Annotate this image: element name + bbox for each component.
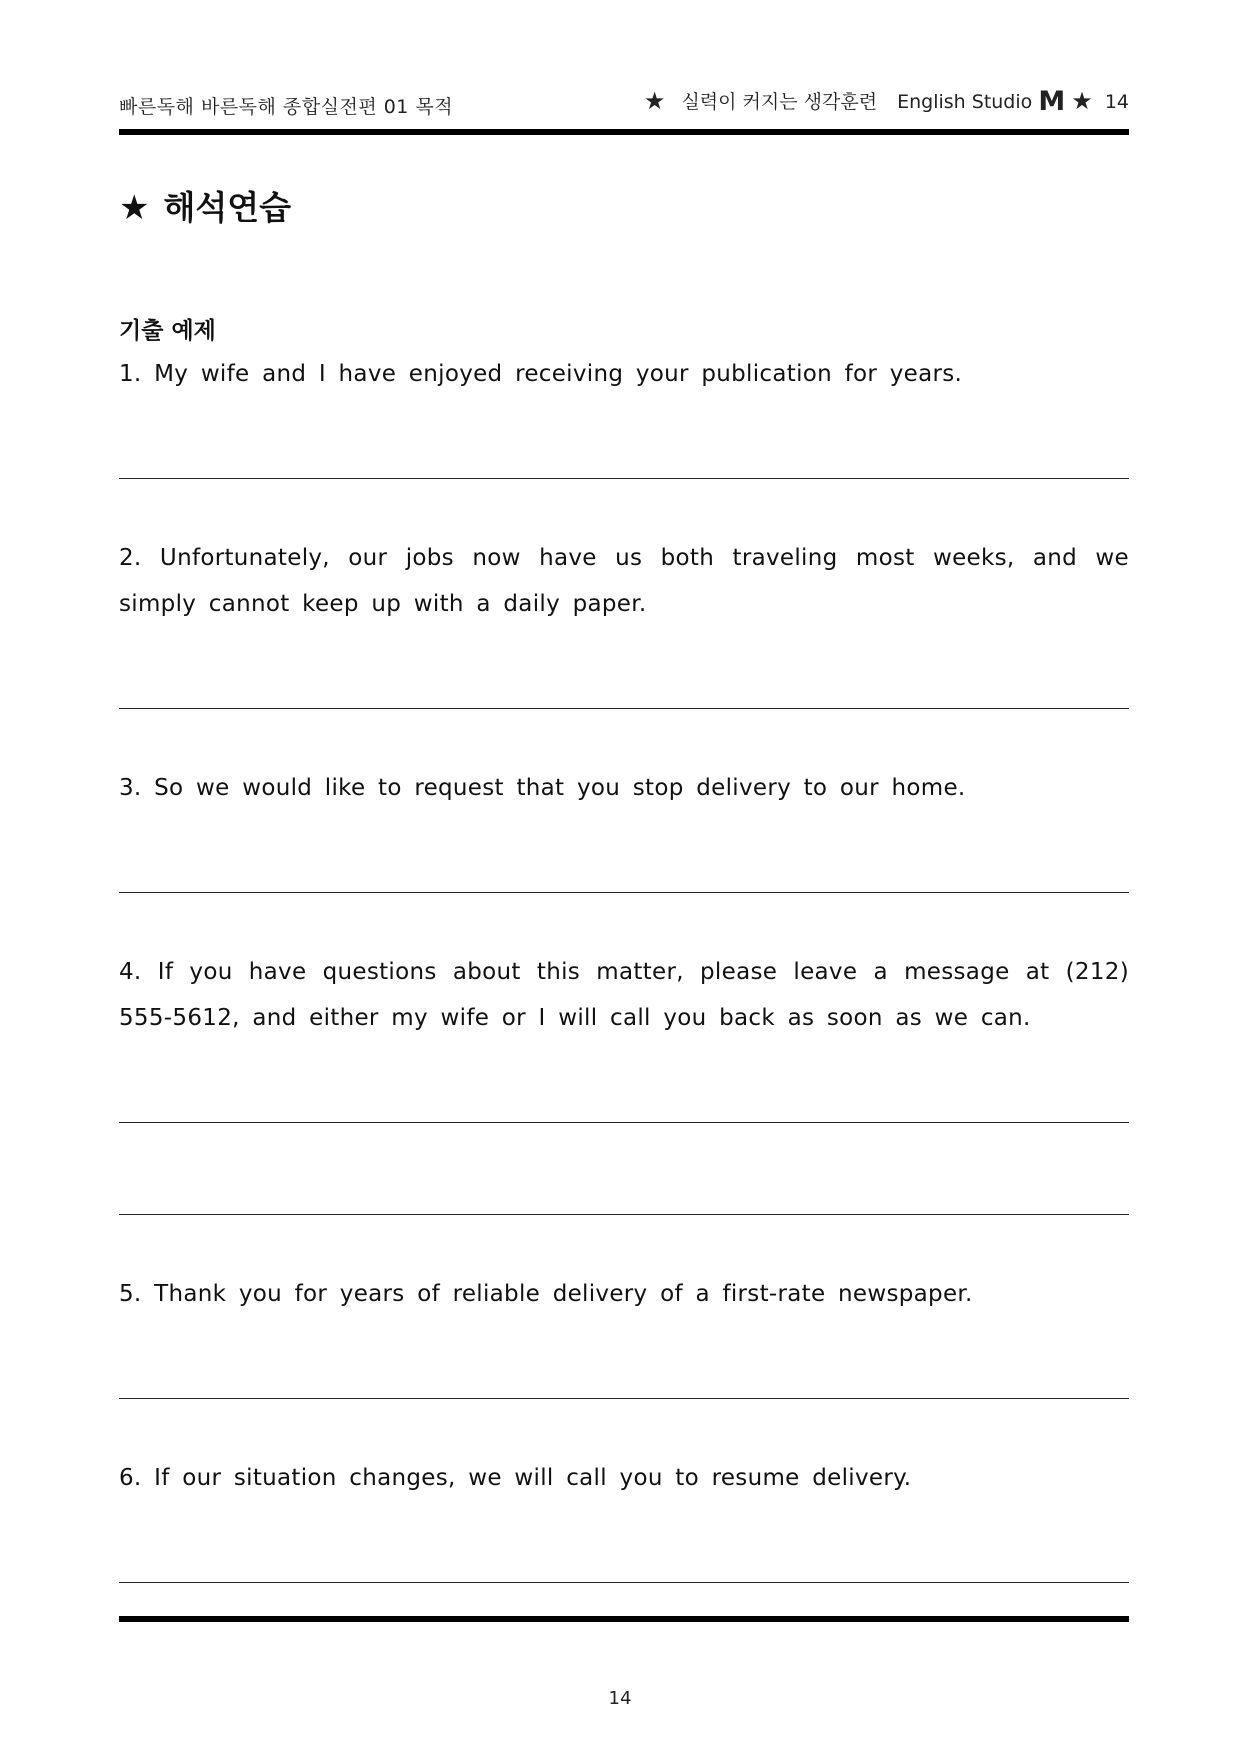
answer-line (119, 1122, 1129, 1123)
star-icon: ★ (119, 188, 150, 228)
answer-line (119, 478, 1129, 479)
answer-line (119, 1214, 1129, 1215)
sentence-2: 2. Unfortunately, our jobs now have us both traveling most weeks, and we simply cannot keep up with a daily paper. (119, 545, 1129, 617)
footer-rule (119, 1616, 1129, 1622)
header-book-title: 빠른독해 바른독해 종합실전편 01 목적 (119, 96, 454, 118)
sentence-1: 1. My wife and I have enjoyed receiving your publication for years. (119, 361, 963, 387)
header-tagline: 실력이 커지는 생각훈련 (681, 91, 878, 113)
sentence-3: 3. So we would like to request that you stop delivery to our home. (119, 775, 966, 801)
section-title (119, 182, 291, 229)
star-icon: ★ (1071, 87, 1093, 115)
sentence-6: 6. If our situation changes, we will call you to resume delivery. (119, 1465, 912, 1491)
page-header (119, 86, 1129, 118)
answer-line (119, 1582, 1129, 1583)
answer-line (119, 708, 1129, 709)
header-brand: English Studio (897, 91, 1033, 113)
header-rule (119, 129, 1129, 135)
header-brand-block (644, 86, 1129, 117)
sentence-5: 5. Thank you for years of reliable delivery of a first-rate newspaper. (119, 1281, 973, 1307)
page-number: 14 (608, 1688, 632, 1709)
section-title-text: 해석연습 (163, 188, 291, 227)
exercise-subheading: 기출 예제 (119, 318, 216, 344)
star-icon: ★ (643, 87, 666, 115)
sentence-4: 4. If you have questions about this matter, please leave a message at (212) 555-5612, and either my wife or I will call you back as soon as we can. (119, 959, 1129, 1031)
answer-line (119, 892, 1129, 893)
header-brand-m: M (1038, 86, 1066, 117)
answer-line (119, 1398, 1129, 1399)
header-page-number: 14 (1104, 91, 1129, 113)
